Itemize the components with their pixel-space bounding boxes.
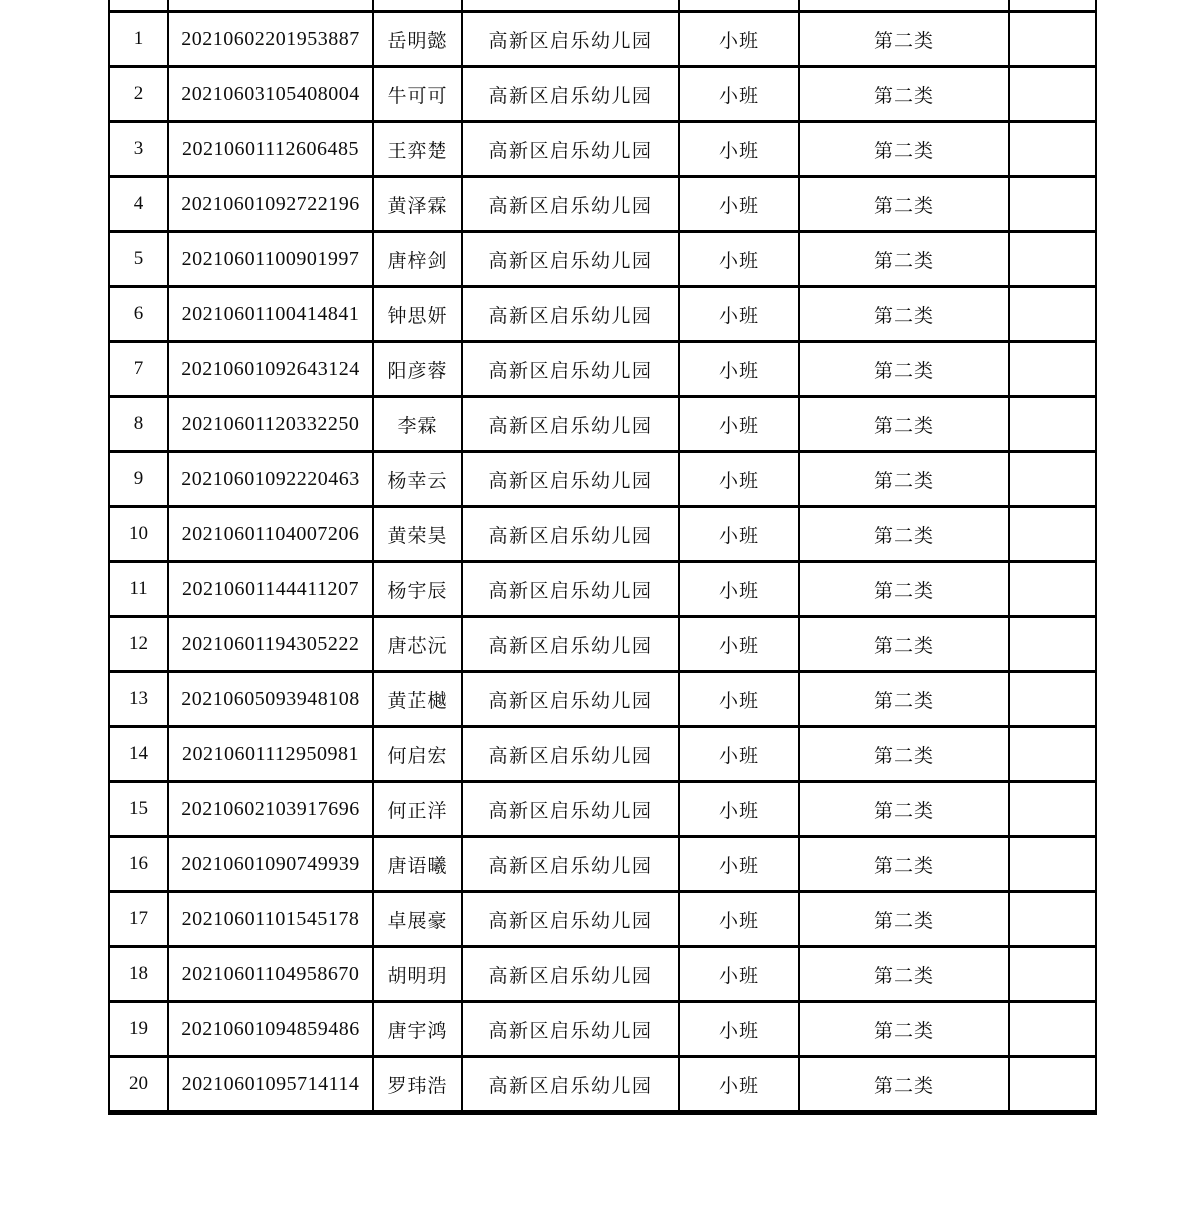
cell-remark (1009, 672, 1096, 727)
enrollment-table (108, 0, 1097, 1115)
cell-registration-id: 20210601100901997 (168, 232, 373, 287)
cell-row-number: 8 (109, 397, 168, 452)
cell-registration-id: 20210605093948108 (168, 672, 373, 727)
cell-remark (1009, 452, 1096, 507)
cell-child-name: 黄芷樾 (373, 672, 462, 727)
cell-class-level: 小班 (679, 232, 799, 287)
cell-row-number: 9 (109, 452, 168, 507)
cell-kindergarten-name: 高新区启乐幼儿园 (462, 397, 679, 452)
cell-row-number: 3 (109, 122, 168, 177)
cell-class-level: 小班 (679, 672, 799, 727)
cell-child-name: 王弈楚 (373, 122, 462, 177)
cell-row-number: 5 (109, 232, 168, 287)
cell-class-level: 小班 (679, 837, 799, 892)
table-row (109, 617, 1096, 672)
cell-remark (1009, 287, 1096, 342)
cell-kindergarten-name: 高新区启乐幼儿园 (462, 727, 679, 782)
cell-row-number: 18 (109, 947, 168, 1002)
cell-priority-category: 第二类 (799, 287, 1009, 342)
cell-priority-category: 第二类 (799, 12, 1009, 67)
cell-row-number: 17 (109, 892, 168, 947)
cell-remark (1009, 507, 1096, 562)
cell-class-level: 小班 (679, 782, 799, 837)
cell-child-name: 唐芯沅 (373, 617, 462, 672)
partial-cell (462, 0, 679, 12)
cell-row-number: 19 (109, 1002, 168, 1057)
table-row (109, 12, 1096, 67)
cell-class-level: 小班 (679, 12, 799, 67)
cell-priority-category: 第二类 (799, 452, 1009, 507)
document-sheet (108, 0, 1097, 1115)
cell-child-name: 阳彦蓉 (373, 342, 462, 397)
cell-remark (1009, 67, 1096, 122)
cell-registration-id: 20210601090749939 (168, 837, 373, 892)
table-row (109, 672, 1096, 727)
cell-priority-category: 第二类 (799, 232, 1009, 287)
table-row (109, 452, 1096, 507)
cell-registration-id: 20210601095714114 (168, 1057, 373, 1113)
table-row (109, 1002, 1096, 1057)
cell-registration-id: 20210602201953887 (168, 12, 373, 67)
cell-class-level: 小班 (679, 727, 799, 782)
partial-cell (373, 0, 462, 12)
cell-row-number: 4 (109, 177, 168, 232)
cell-kindergarten-name: 高新区启乐幼儿园 (462, 672, 679, 727)
cell-priority-category: 第二类 (799, 562, 1009, 617)
cell-class-level: 小班 (679, 1057, 799, 1113)
cell-registration-id: 20210601104958670 (168, 947, 373, 1002)
cell-kindergarten-name: 高新区启乐幼儿园 (462, 837, 679, 892)
cell-kindergarten-name: 高新区启乐幼儿园 (462, 67, 679, 122)
cell-priority-category: 第二类 (799, 947, 1009, 1002)
cell-class-level: 小班 (679, 122, 799, 177)
cell-priority-category: 第二类 (799, 782, 1009, 837)
cell-registration-id: 20210601092220463 (168, 452, 373, 507)
cell-kindergarten-name: 高新区启乐幼儿园 (462, 947, 679, 1002)
partial-cell (168, 0, 373, 12)
cell-child-name: 黄荣昊 (373, 507, 462, 562)
cell-row-number: 10 (109, 507, 168, 562)
table-row (109, 562, 1096, 617)
cell-remark (1009, 562, 1096, 617)
cell-priority-category: 第二类 (799, 1002, 1009, 1057)
cell-kindergarten-name: 高新区启乐幼儿园 (462, 507, 679, 562)
cell-child-name: 杨宇辰 (373, 562, 462, 617)
cell-class-level: 小班 (679, 892, 799, 947)
cell-priority-category: 第二类 (799, 507, 1009, 562)
cell-child-name: 唐梓剑 (373, 232, 462, 287)
cell-remark (1009, 947, 1096, 1002)
cell-kindergarten-name: 高新区启乐幼儿园 (462, 782, 679, 837)
cell-priority-category: 第二类 (799, 397, 1009, 452)
cell-remark (1009, 397, 1096, 452)
cell-registration-id: 20210601092643124 (168, 342, 373, 397)
table-row (109, 1057, 1096, 1113)
cell-remark (1009, 727, 1096, 782)
table-row (109, 782, 1096, 837)
cell-priority-category: 第二类 (799, 837, 1009, 892)
cell-class-level: 小班 (679, 947, 799, 1002)
cell-row-number: 6 (109, 287, 168, 342)
cell-kindergarten-name: 高新区启乐幼儿园 (462, 122, 679, 177)
cell-kindergarten-name: 高新区启乐幼儿园 (462, 1057, 679, 1113)
cell-remark (1009, 1002, 1096, 1057)
cell-priority-category: 第二类 (799, 672, 1009, 727)
cell-priority-category: 第二类 (799, 617, 1009, 672)
cell-registration-id: 20210601094859486 (168, 1002, 373, 1057)
cell-remark (1009, 342, 1096, 397)
table-row (109, 67, 1096, 122)
cell-class-level: 小班 (679, 397, 799, 452)
cell-registration-id: 20210601100414841 (168, 287, 373, 342)
partial-cell (109, 0, 168, 12)
cell-registration-id: 20210602103917696 (168, 782, 373, 837)
cell-class-level: 小班 (679, 617, 799, 672)
cell-priority-category: 第二类 (799, 177, 1009, 232)
cell-kindergarten-name: 高新区启乐幼儿园 (462, 617, 679, 672)
cell-row-number: 2 (109, 67, 168, 122)
cell-kindergarten-name: 高新区启乐幼儿园 (462, 232, 679, 287)
cell-remark (1009, 782, 1096, 837)
cell-registration-id: 20210601092722196 (168, 177, 373, 232)
cell-child-name: 钟思妍 (373, 287, 462, 342)
cell-kindergarten-name: 高新区启乐幼儿园 (462, 562, 679, 617)
cell-class-level: 小班 (679, 67, 799, 122)
cell-class-level: 小班 (679, 452, 799, 507)
cell-child-name: 卓展豪 (373, 892, 462, 947)
cell-registration-id: 20210603105408004 (168, 67, 373, 122)
cell-child-name: 李霖 (373, 397, 462, 452)
partial-cell (679, 0, 799, 12)
partial-cell (1009, 0, 1096, 12)
cell-row-number: 15 (109, 782, 168, 837)
cell-priority-category: 第二类 (799, 67, 1009, 122)
cell-child-name: 唐宇鸿 (373, 1002, 462, 1057)
cell-remark (1009, 617, 1096, 672)
cell-child-name: 罗玮浩 (373, 1057, 462, 1113)
cell-priority-category: 第二类 (799, 892, 1009, 947)
table-row (109, 397, 1096, 452)
table-row (109, 837, 1096, 892)
cell-remark (1009, 232, 1096, 287)
cell-class-level: 小班 (679, 1002, 799, 1057)
cell-row-number: 1 (109, 12, 168, 67)
cell-child-name: 岳明懿 (373, 12, 462, 67)
table-row (109, 287, 1096, 342)
table-row (109, 122, 1096, 177)
cell-registration-id: 20210601120332250 (168, 397, 373, 452)
cell-child-name: 杨幸云 (373, 452, 462, 507)
cell-row-number: 11 (109, 562, 168, 617)
cell-kindergarten-name: 高新区启乐幼儿园 (462, 892, 679, 947)
cell-kindergarten-name: 高新区启乐幼儿园 (462, 452, 679, 507)
cell-child-name: 黄泽霖 (373, 177, 462, 232)
table-row (109, 727, 1096, 782)
cell-registration-id: 20210601104007206 (168, 507, 373, 562)
cell-remark (1009, 177, 1096, 232)
cell-kindergarten-name: 高新区启乐幼儿园 (462, 12, 679, 67)
cell-row-number: 7 (109, 342, 168, 397)
cell-remark (1009, 1057, 1096, 1113)
cell-row-number: 14 (109, 727, 168, 782)
cell-class-level: 小班 (679, 342, 799, 397)
cell-class-level: 小班 (679, 287, 799, 342)
table-row (109, 507, 1096, 562)
cell-class-level: 小班 (679, 177, 799, 232)
cell-remark (1009, 892, 1096, 947)
cell-priority-category: 第二类 (799, 122, 1009, 177)
cell-child-name: 何正洋 (373, 782, 462, 837)
cell-child-name: 何启宏 (373, 727, 462, 782)
cell-remark (1009, 12, 1096, 67)
cell-remark (1009, 837, 1096, 892)
cell-registration-id: 20210601194305222 (168, 617, 373, 672)
table-row (109, 177, 1096, 232)
table-row (109, 342, 1096, 397)
table-row (109, 892, 1096, 947)
cell-kindergarten-name: 高新区启乐幼儿园 (462, 342, 679, 397)
cell-row-number: 20 (109, 1057, 168, 1113)
cell-remark (1009, 122, 1096, 177)
cell-registration-id: 20210601112950981 (168, 727, 373, 782)
table-body (109, 0, 1096, 1113)
cell-class-level: 小班 (679, 507, 799, 562)
cell-kindergarten-name: 高新区启乐幼儿园 (462, 177, 679, 232)
cell-priority-category: 第二类 (799, 1057, 1009, 1113)
cell-kindergarten-name: 高新区启乐幼儿园 (462, 287, 679, 342)
cell-registration-id: 20210601112606485 (168, 122, 373, 177)
partial-row (109, 0, 1096, 12)
cell-priority-category: 第二类 (799, 727, 1009, 782)
cell-registration-id: 20210601144411207 (168, 562, 373, 617)
table-row (109, 947, 1096, 1002)
cell-registration-id: 20210601101545178 (168, 892, 373, 947)
cell-row-number: 12 (109, 617, 168, 672)
partial-cell (799, 0, 1009, 12)
cell-kindergarten-name: 高新区启乐幼儿园 (462, 1002, 679, 1057)
cell-child-name: 胡明玥 (373, 947, 462, 1002)
cell-child-name: 唐语曦 (373, 837, 462, 892)
cell-priority-category: 第二类 (799, 342, 1009, 397)
cell-class-level: 小班 (679, 562, 799, 617)
cell-child-name: 牛可可 (373, 67, 462, 122)
cell-row-number: 16 (109, 837, 168, 892)
cell-row-number: 13 (109, 672, 168, 727)
table-row (109, 232, 1096, 287)
